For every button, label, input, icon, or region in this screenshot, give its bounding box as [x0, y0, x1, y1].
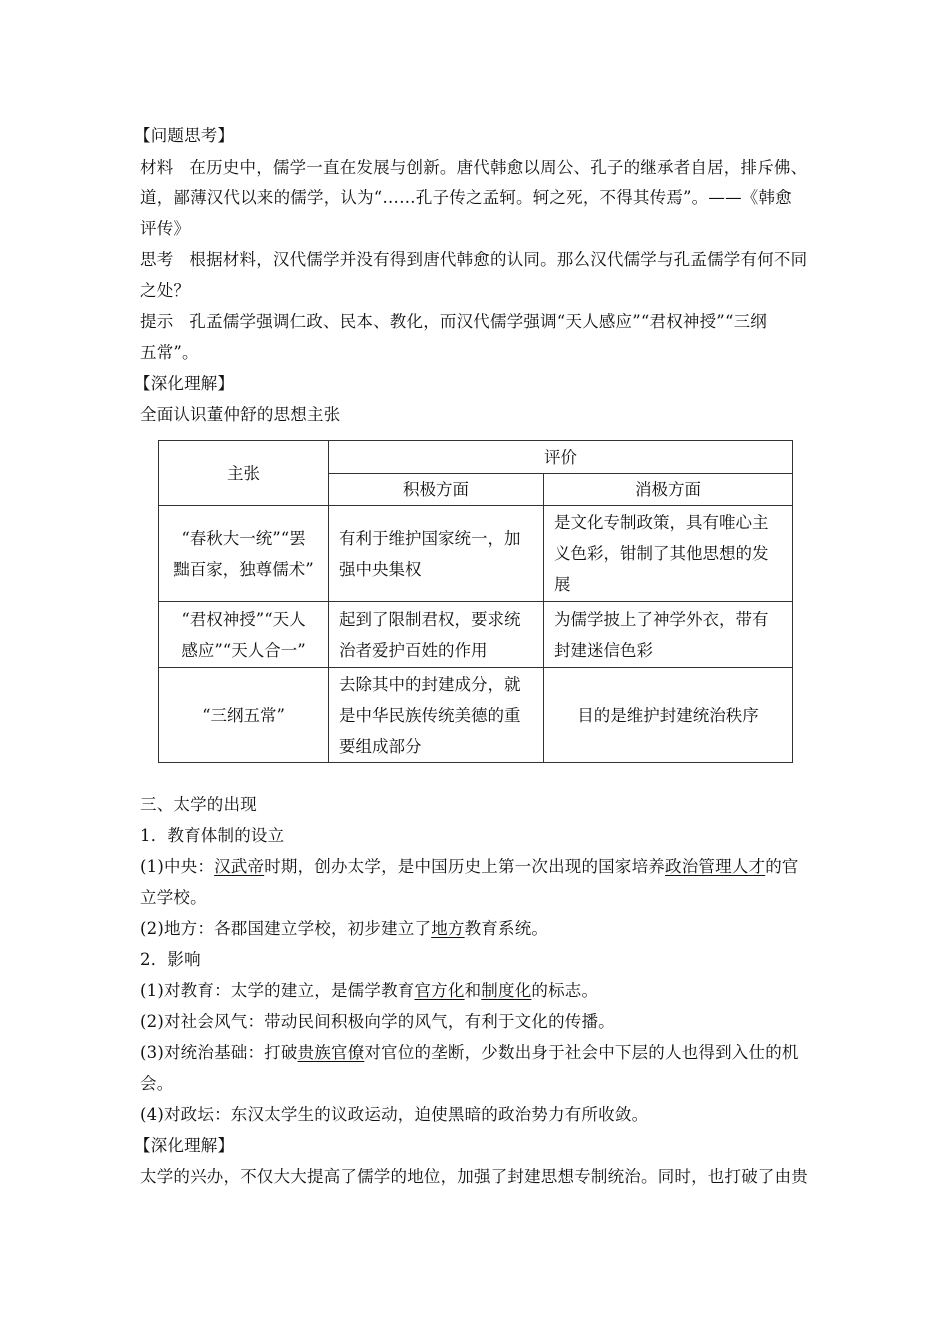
cell-line: 封建迷信色彩 — [554, 640, 653, 660]
header-negative: 消极方面 — [544, 474, 793, 506]
text-span: (2)地方：各郡国建立学校，初步建立了 — [140, 919, 432, 938]
taixue-summary: 太学的兴办，不仅大大提高了儒学的地位，加强了封建思想专制统治。同时，也打破了由贵 — [140, 1167, 808, 1186]
cell-line: 治者爱护百姓的作用 — [339, 640, 488, 660]
impact-rule — [140, 1043, 812, 1063]
text-span: (1)中央： — [140, 857, 215, 876]
material-text: 在历史中，儒学一直在发展与创新。唐代韩愈以周公、孔子的继承者自居，排斥佛、 — [189, 158, 808, 177]
table-row — [159, 602, 793, 668]
paragraph-central — [140, 857, 812, 877]
cell-line: 强中央集权 — [339, 559, 422, 579]
impact-education — [140, 981, 812, 1001]
negative-cell — [544, 668, 793, 763]
think-text: 根据材料，汉代儒学并没有得到唐代韩愈的认同。那么汉代儒学与孔孟儒学有何不同 — [189, 250, 808, 269]
underlined-term: 政治管理人才 — [665, 857, 766, 876]
table-row — [159, 506, 793, 602]
table-row — [159, 668, 793, 763]
item-heading-1: 1．教育体制的设立 — [140, 826, 285, 845]
heading-question-thinking: 【问题思考】 — [134, 126, 235, 145]
heading-deep-understanding: 【深化理解】 — [134, 374, 235, 393]
cell-line: “春秋大一统”“罢 — [181, 528, 306, 548]
cell-line: “三纲五常” — [202, 705, 285, 725]
underlined-term: 官方化 — [414, 981, 465, 1000]
positive-cell — [329, 506, 544, 602]
header-claim: 主张 — [159, 441, 329, 506]
impact-rule-cont: 会。 — [140, 1074, 174, 1093]
cell-line: 是中华民族传统美德的重 — [339, 705, 521, 725]
material-line-3: 评传》 — [140, 219, 191, 238]
cell-line: 有利于维护国家统一，加 — [339, 528, 521, 548]
cell-line: 为儒学披上了神学外衣，带有 — [554, 609, 769, 629]
heading-deep-understanding-2: 【深化理解】 — [134, 1136, 235, 1155]
cell-line: 目的是维护封建统治秩序 — [577, 705, 759, 725]
item-heading-2: 2．影响 — [140, 950, 201, 969]
think-line-2: 之处？ — [140, 281, 191, 300]
table-intro: 全面认识董仲舒的思想主张 — [140, 405, 341, 424]
text-span: 的标志。 — [531, 981, 599, 1000]
header-positive: 积极方面 — [329, 474, 544, 506]
text-span: 的官 — [765, 857, 799, 876]
cell-line: 义色彩，钳制了其他思想的发 — [554, 544, 769, 563]
material-line-2: 道，鄙薄汉代以来的儒学，认为“……孔子传之孟轲。轲之死，不得其传焉”。——《韩愈 — [140, 188, 792, 207]
underlined-term: 地方 — [431, 919, 465, 938]
claim-cell — [159, 668, 329, 763]
cell-line: 展 — [554, 575, 571, 594]
text-span: 对官位的垄断，少数出身于社会中下层的人也得到入仕的机 — [364, 1043, 799, 1062]
claim-cell — [159, 506, 329, 602]
cell-line: “君权神授”“天人 — [181, 609, 306, 629]
positive-cell — [329, 668, 544, 763]
positive-cell — [329, 602, 544, 668]
underlined-term: 贵族官僚 — [297, 1043, 365, 1062]
text-span: (3)对统治基础：打破 — [140, 1043, 298, 1062]
header-evaluation: 评价 — [329, 441, 793, 474]
material-label: 材料 — [140, 158, 174, 177]
claim-cell — [159, 602, 329, 668]
dong-zhongshu-table — [158, 440, 793, 763]
text-span: 教育系统。 — [464, 919, 549, 938]
hint-line-1 — [140, 312, 812, 332]
section-title-taixue: 三、太学的出现 — [140, 795, 257, 814]
negative-cell — [544, 506, 793, 602]
paragraph-local — [140, 919, 812, 939]
impact-politics: (4)对政坛：东汉太学生的议政运动，迫使黑暗的政治势力有所收敛。 — [140, 1105, 649, 1124]
underlined-term: 制度化 — [481, 981, 532, 1000]
negative-cell — [544, 602, 793, 668]
cell-line: 起到了限制君权，要求统 — [339, 609, 521, 629]
text-span: (1)对教育：太学的建立，是儒学教育 — [140, 981, 415, 1000]
cell-line: 是文化专制政策，具有唯心主 — [554, 513, 769, 532]
text-span: 和 — [464, 981, 482, 1000]
cell-line: 感应”“天人合一” — [181, 640, 306, 660]
hint-line-2: 五常”。 — [140, 343, 199, 362]
text-span: 时期，创办太学，是中国历史上第一次出现的国家培养 — [264, 857, 665, 876]
hint-text: 孔孟儒学强调仁政、民本、教化，而汉代儒学强调“天人感应”“君权神授”“三纲 — [189, 312, 767, 331]
cell-line: 去除其中的封建成分，就 — [339, 674, 521, 694]
think-label: 思考 — [140, 250, 174, 269]
hint-label: 提示 — [140, 312, 174, 331]
underlined-term: 汉武帝 — [214, 857, 265, 876]
cell-line: 要组成部分 — [339, 736, 422, 756]
impact-society: (2)对社会风气：带动民间积极向学的风气，有利于文化的传播。 — [140, 1012, 615, 1031]
think-line-1 — [140, 250, 812, 270]
material-line-1 — [140, 158, 812, 178]
cell-line: 黜百家，独尊儒术” — [173, 559, 314, 579]
paragraph-central-cont: 立学校。 — [140, 888, 207, 907]
